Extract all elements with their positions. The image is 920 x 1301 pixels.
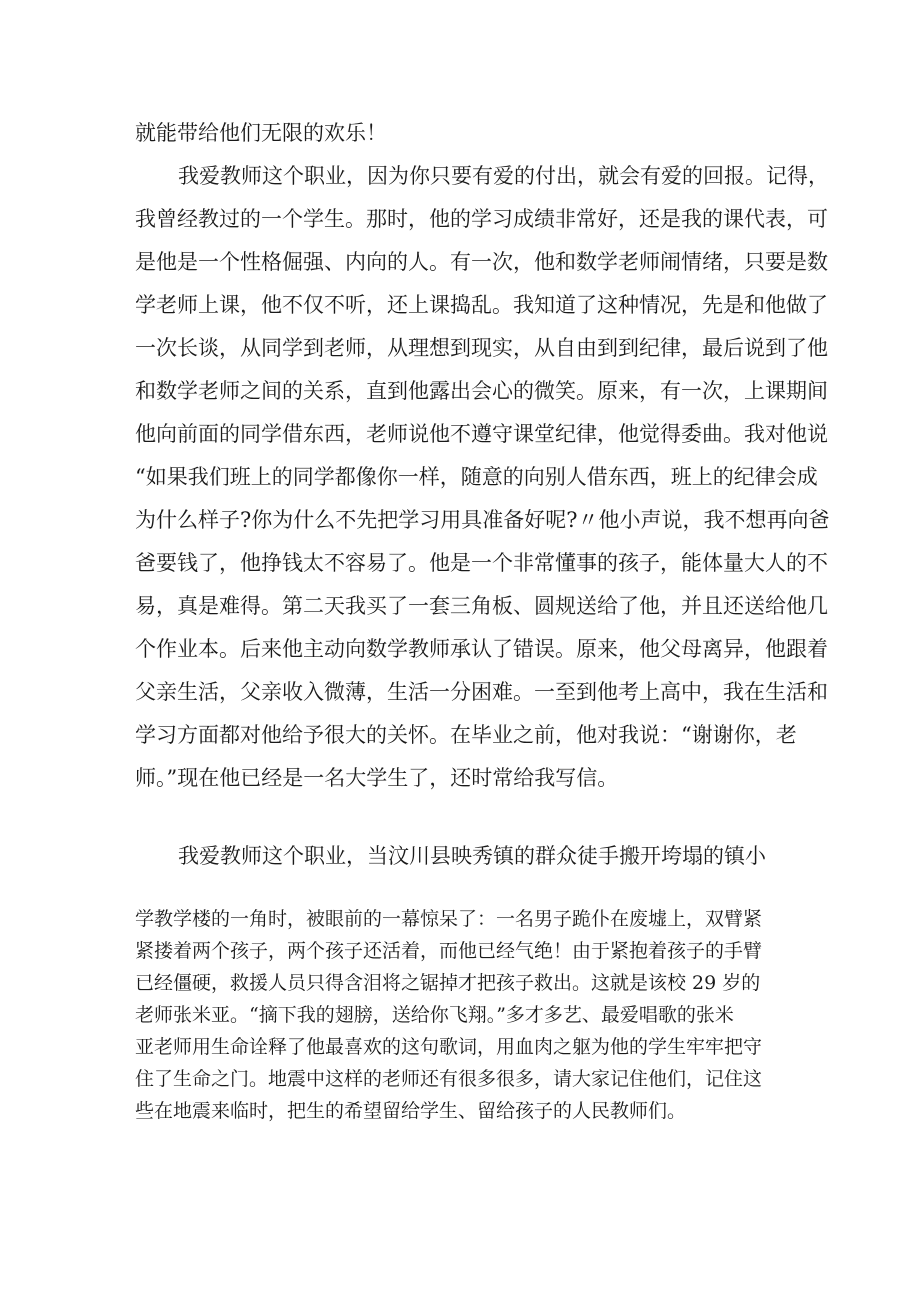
paragraph-1-line: “如果我们班上的同学都像你一样，随意的向别人借东西，班上的纪律会成 <box>135 465 818 489</box>
paragraph-1-line: 学老师上课，他不仅不听，还上课捣乱。我知道了这种情况，先是和他做了 <box>135 293 828 317</box>
paragraph-1-line: 一次长谈，从同学到老师，从理想到现实，从自由到到纪律，最后说到了他 <box>135 336 828 360</box>
paragraph-1-line: 我爱教师这个职业，因为你只要有爱的付出，就会有爱的回报。记得， <box>178 164 829 188</box>
intro-line: 就能带给他们无限的欢乐！ <box>135 121 387 145</box>
paragraph-2-line: 已经僵硬，救援人员只得含泪将之锯掉才把孩子救出。这就是该校 29 岁的 <box>135 972 761 994</box>
paragraph-1-line: 我曾经教过的一个学生。那时，他的学习成绩非常好，还是我的课代表，可 <box>135 207 828 231</box>
paragraph-1-line: 和数学老师之间的关系，直到他露出会心的微笑。原来，有一次，上课期间 <box>135 379 828 403</box>
paragraph-1-line: 父亲生活，父亲收入微薄，生活一分困难。一至到他考上高中，我在生活和 <box>135 680 828 704</box>
paragraph-2-first-line: 我爱教师这个职业，当汶川县映秀镇的群众徒手搬开垮塌的镇小 <box>178 844 766 868</box>
paragraph-1-line: 他向前面的同学借东西，老师说他不遵守课堂纪律，他觉得委曲。我对他说 <box>135 422 828 446</box>
paragraph-1-line: 师。”现在他已经是一名大学生了，还时常给我写信。 <box>135 766 619 790</box>
paragraph-1-line: 个作业本。后来他主动向数学教师承认了错误。原来，他父母离异，他跟着 <box>135 637 828 661</box>
paragraph-2-line: 亚老师用生命诠释了他最喜欢的这句歌词，用血肉之躯为他的学生牢牢把守 <box>135 1036 763 1058</box>
paragraph-2-line: 老师张米亚。“摘下我的翅膀，送给你飞翔。”多才多艺、最爱唱歌的张米 <box>135 1004 734 1026</box>
paragraph-1-line: 为什么样子?你为什么不先把学习用具准备好呢?〃他小声说，我不想再向爸 <box>135 508 830 532</box>
paragraph-2-line: 些在地震来临时，把生的希望留给学生、留给孩子的人民教师们。 <box>135 1100 687 1122</box>
paragraph-2-line: 住了生命之门。地震中这样的老师还有很多很多，请大家记住他们，记住这 <box>135 1068 763 1090</box>
paragraph-1-line: 易，真是难得。第二天我买了一套三角板、圆规送给了他，并且还送给他几 <box>135 594 828 618</box>
paragraph-2-line: 紧搂着两个孩子，两个孩子还活着，而他已经气绝！由于紧抱着孩子的手臂 <box>135 940 763 962</box>
paragraph-1-line: 学习方面都对他给予很大的关怀。在毕业之前，他对我说：“谢谢你，老 <box>135 723 797 747</box>
paragraph-1-line: 爸要钱了，他挣钱太不容易了。他是一个非常懂事的孩子，能体量大人的不 <box>135 551 828 575</box>
paragraph-1-line: 是他是一个性格倔强、内向的人。有一次，他和数学老师闹情绪，只要是数 <box>135 250 828 274</box>
paragraph-2-line: 学教学楼的一角时，被眼前的一幕惊呆了：一名男子跪仆在废墟上，双臂紧 <box>135 908 763 930</box>
